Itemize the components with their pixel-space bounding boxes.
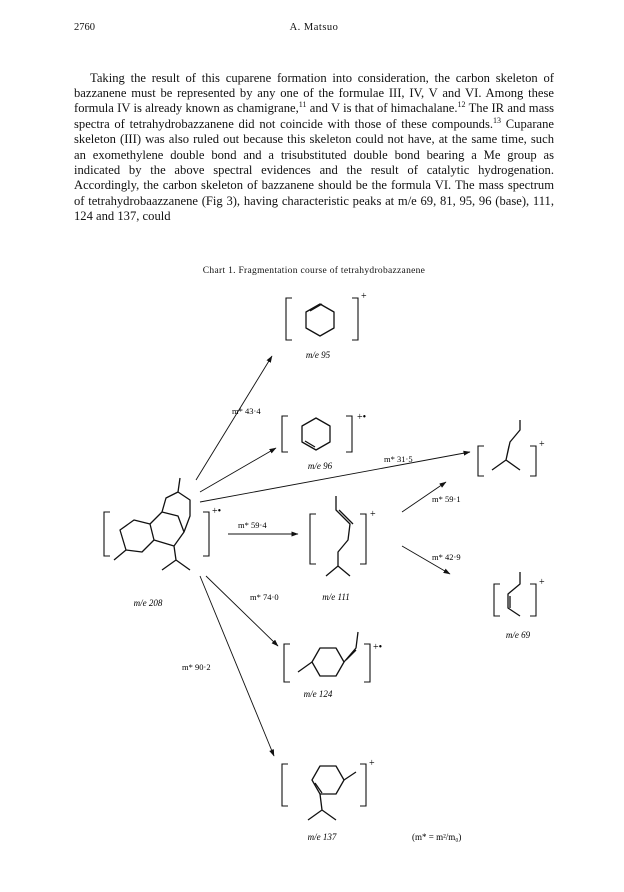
fragment-124-label: m/e 124 <box>303 689 333 699</box>
fragment-208-charge: +• <box>212 506 222 517</box>
arrow-208-to-95 <box>196 356 272 480</box>
reference-13: 13 <box>493 115 502 125</box>
fragment-69-structure <box>494 572 536 616</box>
metastable-59-1: m* 59·1 <box>432 494 461 504</box>
fragment-124-charge: +• <box>373 642 383 653</box>
page-number: 2760 <box>74 22 95 33</box>
metastable-74-0: m* 74·0 <box>250 592 279 602</box>
metastable-legend: (m* = m²/m₀) <box>412 832 462 842</box>
fragment-95-label: m/e 95 <box>305 350 331 360</box>
fragment-137-structure <box>282 764 366 820</box>
fragment-96-structure <box>282 416 352 452</box>
paragraph-text-3: The IR and mass spectra of tetrahydrobazzanene did not coincide with those of these compounds. <box>74 101 554 131</box>
paragraph-text-4: Cuparane skeleton (III) was also ruled out because this skeleton could not have, at the same time, such an exomethylene double bond and a trisubstituted double bond bearing a Me group as indicated by the above spectral evidences and the result of catalytic hydrogenation. Accordingly, the carbon skeleton of bazzanene should be the formula VI. The mass spectrum of tetrahydrobaazzanene (Fig 3), having characteristic peaks at m/e 69, 81, 95, 96 (base), 111, 124 and 137, could <box>74 116 554 224</box>
fragment-69-label: m/e 69 <box>505 630 531 640</box>
arrow-208-to-137 <box>200 576 274 756</box>
arrow-208-to-124 <box>206 576 278 646</box>
metastable-43-4: m* 43·4 <box>232 406 261 416</box>
reference-11: 11 <box>298 100 307 110</box>
fragment-111-charge: + <box>370 509 376 520</box>
running-head: A. Matsuo <box>289 22 339 33</box>
reference-12: 12 <box>457 100 466 110</box>
fragment-111-label: m/e 111 <box>322 592 350 602</box>
paragraph-text-1: Taking the result of this cuparene formation into consideration, the carbon skeleton of bazzanene must be represented by any one of the formulae III, IV, V and VI. Among these formula IV is already known as chamigrane, <box>74 70 554 116</box>
metastable-42-9: m* 42·9 <box>432 552 461 562</box>
fragment-96-label: m/e 96 <box>307 461 333 471</box>
fragment-95-charge: + <box>361 291 367 302</box>
metastable-31-5: m* 31·5 <box>384 454 413 464</box>
fragment-69-charge: + <box>539 577 545 588</box>
fragment-137-label: m/e 137 <box>307 832 337 842</box>
arrow-208-to-81 <box>200 452 470 502</box>
fragment-81-structure <box>478 420 536 476</box>
metastable-59-4: m* 59·4 <box>238 520 267 530</box>
fragment-81-charge: + <box>539 439 545 450</box>
fragment-208-structure <box>104 478 209 570</box>
fragment-124-structure <box>284 632 370 682</box>
fragment-96-charge: +• <box>357 412 367 423</box>
fragment-137-charge: + <box>369 758 375 769</box>
metastable-90-2: m* 90·2 <box>182 662 211 672</box>
fragment-95-structure <box>286 298 358 340</box>
fragment-111-structure <box>310 496 366 576</box>
fragment-208-label: m/e 208 <box>133 598 163 608</box>
paragraph-text-2: and V is that of himachalane. <box>306 101 458 116</box>
chart-title: Chart 1. Fragmentation course of tetrahydrobazzanene <box>202 266 426 276</box>
